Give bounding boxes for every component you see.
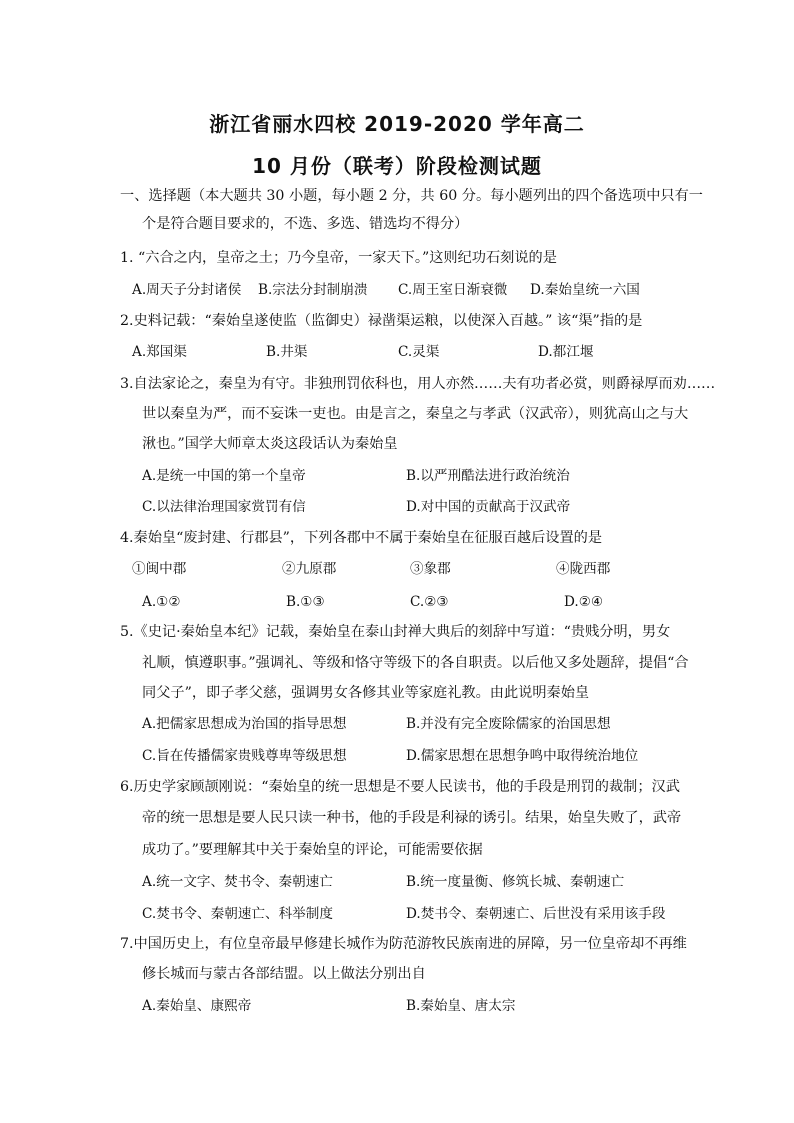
question-3-option-a: A.是统一中国的第一个皇帝: [142, 468, 306, 484]
question-3-stem-line2: 世以秦皇为严，而不妄诛一吏也。由是言之，秦皇之与孝武（汉武帝），则犹高山之与大: [142, 406, 689, 422]
question-5-stem-line1: 5.《史记·秦始皇本纪》记载，秦始皇在泰山封禅大典后的刻辞中写道：“贵贱分明，男女: [120, 624, 671, 640]
question-2-option-b: B.井渠: [266, 344, 308, 360]
question-3-option-d: D.对中国的贡献高于汉武帝: [406, 499, 571, 515]
question-5-stem-line2: 礼顺，慎遵职事。”强调礼、等级和恪守等级下的各自职责。以后他又多处题辞，提倡“合: [142, 655, 689, 671]
question-7-option-b: B.秦始皇、唐太宗: [406, 998, 516, 1014]
question-3-stem-line3: 湫也。”国学大师章太炎这段话认为秦始皇: [142, 436, 398, 452]
question-5-stem-line3: 同父子”，即子孝父慈，强调男女各修其业等家庭礼教。由此说明秦始皇: [142, 685, 590, 701]
question-6-stem-line1: 6.历史学家顾颉刚说：“秦始皇的统一思想是不要人民读书，他的手段是刑罚的裁制；汉武: [120, 779, 680, 795]
question-4-item-2: ②九原郡: [282, 561, 337, 577]
question-2-option-a: A.郑国渠: [132, 344, 187, 360]
question-6-stem-line3: 成功了。”要理解其中关于秦始皇的评论，可能需要依据: [142, 842, 483, 858]
question-1-option-c: C.周王室日渐衰微: [398, 282, 508, 298]
question-7-stem-line1: 7.中国历史上，有位皇帝最早修建长城作为防范游牧民族南进的屏障，另一位皇帝却不再维: [120, 936, 687, 952]
question-4-item-4: ④陇西郡: [556, 561, 611, 577]
question-6-option-b: B.统一度量衡、修筑长城、秦朝速亡: [406, 874, 625, 890]
section-instruction-line1: 一、选择题（本大题共 30 小题，每小题 2 分，共 60 分。每小题列出的四个备选项中只有一: [120, 188, 703, 204]
question-2-stem: 2.史料记载：“秦始皇遂使监（监御史）禄凿渠运粮，以使深入百越。” 该“渠”指的是: [120, 313, 643, 329]
question-6-option-c: C.焚书令、秦朝速亡、科举制度: [142, 906, 333, 922]
exam-title: 浙江省丽水四校 2019-2020 学年高二: [209, 112, 585, 136]
question-5-option-b: B.并没有完全废除儒家的治国思想: [406, 716, 611, 732]
question-4-option-a: A.①②: [142, 594, 181, 610]
question-6-option-a: A.统一文字、焚书令、秦朝速亡: [142, 874, 333, 890]
question-1-option-a: A.周天子分封诸侯: [132, 282, 242, 298]
question-6-stem-line2: 帝的统一思想是要人民只读一种书，他的手段是利禄的诱引。结果，始皇失败了，武帝: [142, 810, 682, 826]
question-5-option-a: A.把儒家思想成为治国的指导思想: [142, 716, 347, 732]
question-1-option-d: D.秦始皇统一六国: [530, 282, 640, 298]
question-3-option-b: B.以严刑酷法进行政治统治: [406, 468, 570, 484]
question-1-option-b: B.宗法分封制崩溃: [258, 282, 368, 298]
question-7-option-a: A.秦始皇、康熙帝: [142, 998, 252, 1014]
exam-subtitle: 10 月份（联考）阶段检测试题: [252, 154, 542, 178]
question-5-option-c: C.旨在传播儒家贵贱尊卑等级思想: [142, 748, 347, 764]
question-4-option-c: C.②③: [410, 594, 449, 610]
question-4-option-b: B.①③: [286, 594, 325, 610]
question-4-stem: 4.秦始皇“废封建、行郡县”，下列各郡中不属于秦始皇在征服百越后设置的是: [120, 530, 603, 546]
question-2-option-d: D.都江堰: [538, 344, 594, 360]
question-4-item-3: ③象郡: [410, 561, 451, 577]
question-1-stem: 1. “六合之内，皇帝之土；乃今皇帝，一家天下。”这则纪功石刻说的是: [120, 250, 557, 266]
question-5-option-d: D.儒家思想在思想争鸣中取得统治地位: [406, 748, 639, 764]
question-2-option-c: C.灵渠: [398, 344, 440, 360]
section-instruction-line2: 个是符合题目要求的，不选、多选、错选均不得分）: [142, 216, 469, 232]
question-3-option-c: C.以法律治理国家赏罚有信: [142, 499, 306, 515]
question-4-option-d: D.②④: [564, 594, 604, 610]
question-6-option-d: D.焚书令、秦朝速亡、后世没有采用该手段: [406, 906, 666, 922]
question-3-stem-line1: 3.自法家论之，秦皇为有守。非独刑罚依科也，用人亦然……夫有功者必赏，则爵禄厚而劝……: [120, 376, 716, 392]
question-4-item-1: ①闽中郡: [132, 561, 187, 577]
question-7-stem-line2: 修长城而与蒙古各部结盟。以上做法分别出自: [142, 966, 426, 982]
